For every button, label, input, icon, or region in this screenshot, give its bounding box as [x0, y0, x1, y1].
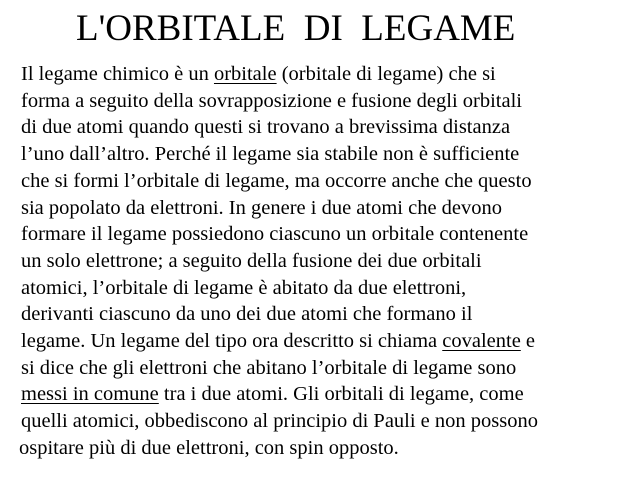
text-line: che si formi l’orbitale di legame, ma occorre anche che questo	[21, 169, 532, 192]
text-segment: Il legame chimico è un	[21, 63, 214, 85]
slide-title: L'ORBITALE DI LEGAME	[76, 8, 516, 49]
text-segment: legame. Un legame del tipo ora descritto si chiama	[21, 330, 443, 353]
text-segment: tra i due atomi. Gli orbitali di legame, come	[158, 383, 524, 406]
text-segment: (orbitale di legame) che si	[276, 63, 496, 85]
text-line	[21, 381, 631, 408]
text-line	[21, 328, 631, 355]
body-paragraph	[21, 61, 631, 462]
covalente-link[interactable]: covalente	[442, 330, 521, 353]
text-line: atomici, l’orbitale di legame è abitato da due elettroni,	[21, 276, 467, 299]
text-line: ospitare più di due elettroni, con spin opposto.	[19, 436, 399, 459]
text-line: forma a seguito della sovrapposizione e fusione degli orbitali	[21, 89, 522, 112]
text-line: di due atomi quando questi si trovano a brevissima distanza	[21, 116, 511, 139]
messi-in-comune-link[interactable]: messi in comune	[21, 383, 159, 406]
text-line: si dice che gli elettroni che abitano l’orbitale di legame sono	[21, 356, 517, 379]
text-line: un solo elettrone; a seguito della fusione dei due orbitali	[21, 249, 482, 272]
text-line: formare il legame possiedono ciascuno un orbitale contenente	[21, 223, 529, 246]
text-line: sia popolato da elettroni. In genere i due atomi che devono	[21, 196, 503, 219]
text-line	[21, 61, 631, 88]
text-segment: e	[520, 330, 536, 353]
text-line: l’uno dall’altro. Perché il legame sia stabile non è sufficiente	[21, 143, 520, 166]
text-line: derivanti ciascuno da uno dei due atomi che formano il	[21, 303, 473, 326]
orbitale-link[interactable]: orbitale	[213, 63, 277, 85]
text-line: quelli atomici, obbediscono al principio di Pauli e non possono	[21, 410, 538, 433]
